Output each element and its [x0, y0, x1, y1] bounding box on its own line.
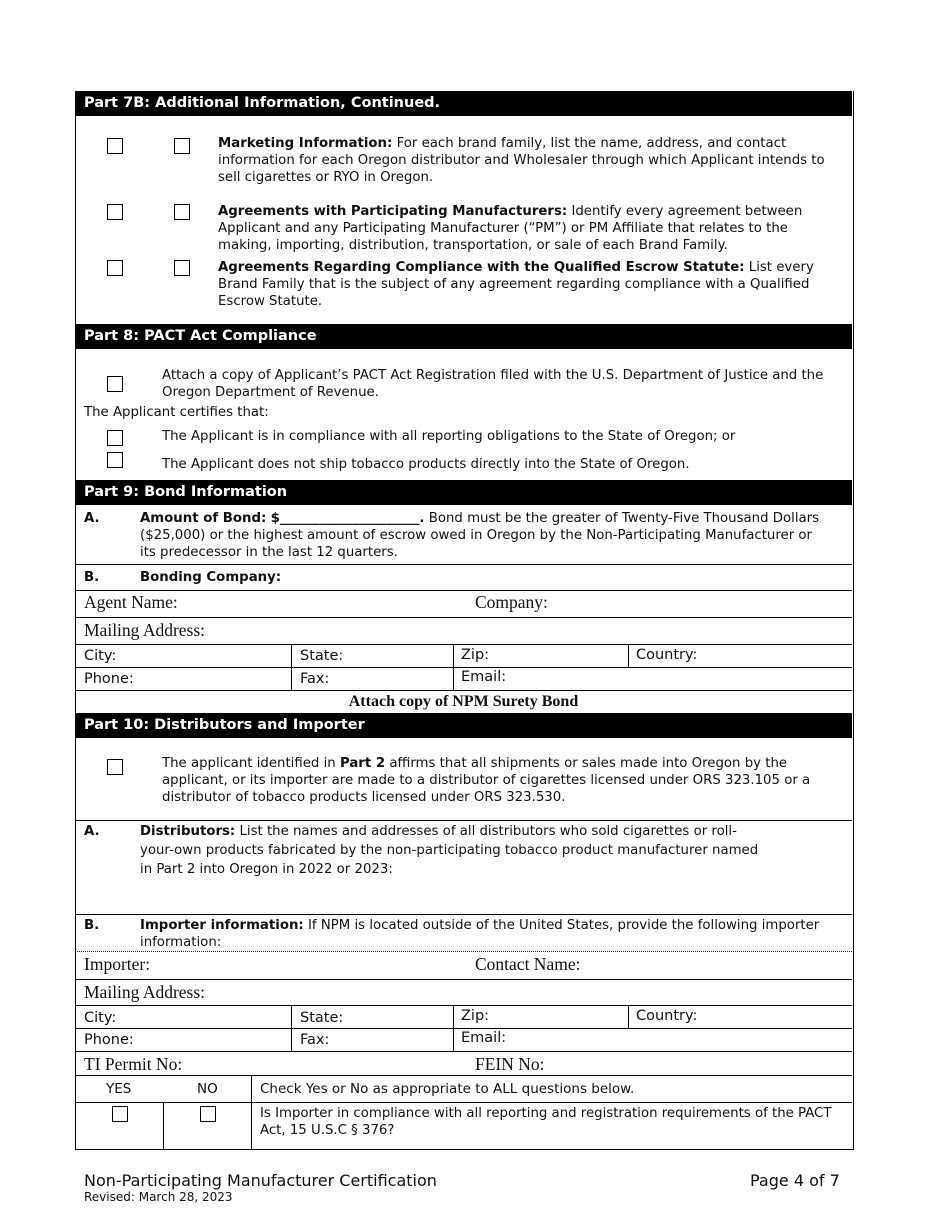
- pact-option1-text: The Applicant is in compliance with all reporting obligations to the State of Oregon; or: [162, 429, 736, 444]
- bond-state-label[interactable]: State:: [300, 648, 344, 664]
- part10-header: Part 10: Distributors and Importer: [75, 713, 852, 738]
- pact-attach-text: Attach a copy of Applicant’s PACT Act Registration filed with the U.S. Department of Justice and the Oregon Department of Revenue.: [162, 368, 824, 400]
- applicant-certifies-text: The Applicant certifies that:: [84, 405, 269, 420]
- agreements-escrow-text: Agreements Regarding Compliance with the Qualified Escrow Statute: List every Brand Family that is the subject of any agreement regarding compliance with a Qualified Escrow Statute.: [218, 260, 814, 309]
- footer-revised: Revised: March 28, 2023: [84, 1190, 233, 1204]
- distributor-affirm-text: The applicant identified in Part 2 affirms that all shipments or sales made into Oregon by the applicant, or its importer are made to a distributor of cigarettes licensed under ORS 323.105 or a distributor of tobacco products licensed under ORS 323.530.: [162, 756, 811, 805]
- divider: [75, 644, 852, 645]
- bond-city-label[interactable]: City:: [84, 648, 117, 664]
- agreements-pm-title: Agreements with Participating Manufacturers:: [218, 204, 568, 219]
- distributor-affirm-checkbox[interactable]: [107, 759, 123, 775]
- part10-b-letter: B.: [84, 918, 100, 933]
- part9-a-letter: A.: [84, 511, 100, 526]
- divider: [75, 1028, 852, 1029]
- bond-company-label[interactable]: Company:: [475, 592, 548, 612]
- pact-attach-checkbox[interactable]: [107, 376, 123, 392]
- part7b-item2-checkbox-b[interactable]: [174, 204, 190, 220]
- part7b-item1-checkbox-a[interactable]: [107, 138, 123, 154]
- divider: [75, 1102, 852, 1103]
- divider: [75, 820, 852, 821]
- divider: [628, 1005, 629, 1028]
- agreements-pm-text: Agreements with Participating Manufacturers: Identify every agreement between Applicant and any Participating Manufacturer (“PM”) or PM Affiliate that relates to the making, importing, distribution, transportation, or sale of each Brand Family.: [218, 204, 803, 253]
- importer-zip-label[interactable]: Zip:: [461, 1008, 490, 1024]
- check-instruction-text: Check Yes or No as appropriate to ALL questions below.: [260, 1081, 635, 1097]
- divider: [75, 914, 852, 915]
- marketing-information-text: Marketing Information: For each brand family, list the name, address, and contact information for each Oregon distributor and Wholesaler through which Applicant intends to sell cigarettes or RYO in Oregon.: [218, 136, 825, 185]
- importer-info-title: Importer information:: [140, 918, 304, 933]
- divider: [75, 1005, 852, 1006]
- part7b-item3-checkbox-b[interactable]: [174, 260, 190, 276]
- importer-fax-label[interactable]: Fax:: [300, 1032, 330, 1048]
- divider: [75, 690, 852, 691]
- distributors-line3: in Part 2 into Oregon in 2022 or 2023:: [140, 862, 393, 877]
- divider: [251, 1075, 252, 1149]
- no-column-header: NO: [197, 1081, 218, 1097]
- amount-of-bond-text: Amount of Bond: $_____________________. Bond must be the greater of Twenty-Five Thousand Dollars ($25,000) or the highest amount of escrow owed in Oregon by the Non-Participating Manufacturer or its predecessor in the last 12 quarters.: [140, 511, 820, 560]
- divider: [75, 667, 852, 668]
- distributors-title: Distributors:: [140, 824, 236, 839]
- importer-compliance-question: Is Importer in compliance with all reporting and registration requirements of the PACT Act, 15 U.S.C § 376?: [260, 1106, 832, 1138]
- part7b-item1-checkbox-b[interactable]: [174, 138, 190, 154]
- yes-column-header: YES: [106, 1081, 132, 1097]
- importer-state-label[interactable]: State:: [300, 1010, 344, 1026]
- divider: [628, 644, 629, 667]
- pact-option2-checkbox[interactable]: [107, 452, 123, 468]
- bond-fax-label[interactable]: Fax:: [300, 671, 330, 687]
- divider: [163, 1102, 164, 1149]
- part9-b-letter: B.: [84, 570, 100, 585]
- part9-header: Part 9: Bond Information: [75, 480, 852, 505]
- part10-a-letter: A.: [84, 824, 100, 839]
- bond-email-label[interactable]: Email:: [461, 669, 507, 685]
- ti-permit-label[interactable]: TI Permit No:: [84, 1054, 183, 1074]
- importer-compliance-no-checkbox[interactable]: [200, 1106, 216, 1122]
- bond-zip-label[interactable]: Zip:: [461, 647, 490, 663]
- divider: [291, 644, 292, 690]
- bond-mailing-address-label[interactable]: Mailing Address:: [84, 620, 206, 640]
- importer-email-label[interactable]: Email:: [461, 1030, 507, 1046]
- bond-agent-name-label[interactable]: Agent Name:: [84, 592, 178, 612]
- divider: [75, 1051, 852, 1052]
- agreements-escrow-title: Agreements Regarding Compliance with the Qualified Escrow Statute:: [218, 260, 745, 275]
- footer-page-number: Page 4 of 7: [750, 1171, 840, 1190]
- marketing-information-title: Marketing Information:: [218, 136, 393, 151]
- importer-compliance-yes-checkbox[interactable]: [112, 1106, 128, 1122]
- distributors-line2: your-own products fabricated by the non-participating tobacco product manufacturer named: [140, 843, 759, 858]
- part7b-header: Part 7B: Additional Information, Continued.: [75, 91, 852, 116]
- amount-of-bond-field[interactable]: $_____________________.: [270, 511, 425, 526]
- divider: [453, 1005, 454, 1051]
- part8-header: Part 8: PACT Act Compliance: [75, 324, 852, 349]
- divider: [75, 1075, 852, 1076]
- importer-phone-label[interactable]: Phone:: [84, 1032, 134, 1048]
- importer-info-text: Importer information: If NPM is located outside of the United States, provide the following importer information:: [140, 918, 820, 950]
- bond-phone-label[interactable]: Phone:: [84, 671, 134, 687]
- divider: [75, 979, 852, 980]
- divider: [453, 644, 454, 690]
- pact-option2-text: The Applicant does not ship tobacco products directly into the State of Oregon.: [162, 457, 690, 472]
- importer-mailing-address-label[interactable]: Mailing Address:: [84, 982, 206, 1002]
- importer-label[interactable]: Importer:: [84, 954, 151, 974]
- importer-country-label[interactable]: Country:: [636, 1008, 698, 1024]
- divider: [75, 951, 852, 952]
- amount-of-bond-title: Amount of Bond:: [140, 511, 267, 526]
- bond-country-label[interactable]: Country:: [636, 647, 698, 663]
- distributors-line1: Distributors: List the names and addresses of all distributors who sold cigarettes or roll-: [140, 824, 737, 839]
- divider: [75, 564, 852, 565]
- divider: [75, 590, 852, 591]
- footer-title: Non-Participating Manufacturer Certification: [84, 1171, 437, 1190]
- importer-contact-name-label[interactable]: Contact Name:: [475, 954, 581, 974]
- pact-option1-checkbox[interactable]: [107, 430, 123, 446]
- divider: [75, 617, 852, 618]
- part7b-item2-checkbox-a[interactable]: [107, 204, 123, 220]
- importer-city-label[interactable]: City:: [84, 1010, 117, 1026]
- attach-surety-bond-note: Attach copy of NPM Surety Bond: [348, 693, 579, 710]
- divider: [291, 1005, 292, 1051]
- part7b-item3-checkbox-a[interactable]: [107, 260, 123, 276]
- bonding-company-title: Bonding Company:: [140, 570, 282, 585]
- fein-label[interactable]: FEIN No:: [475, 1054, 545, 1074]
